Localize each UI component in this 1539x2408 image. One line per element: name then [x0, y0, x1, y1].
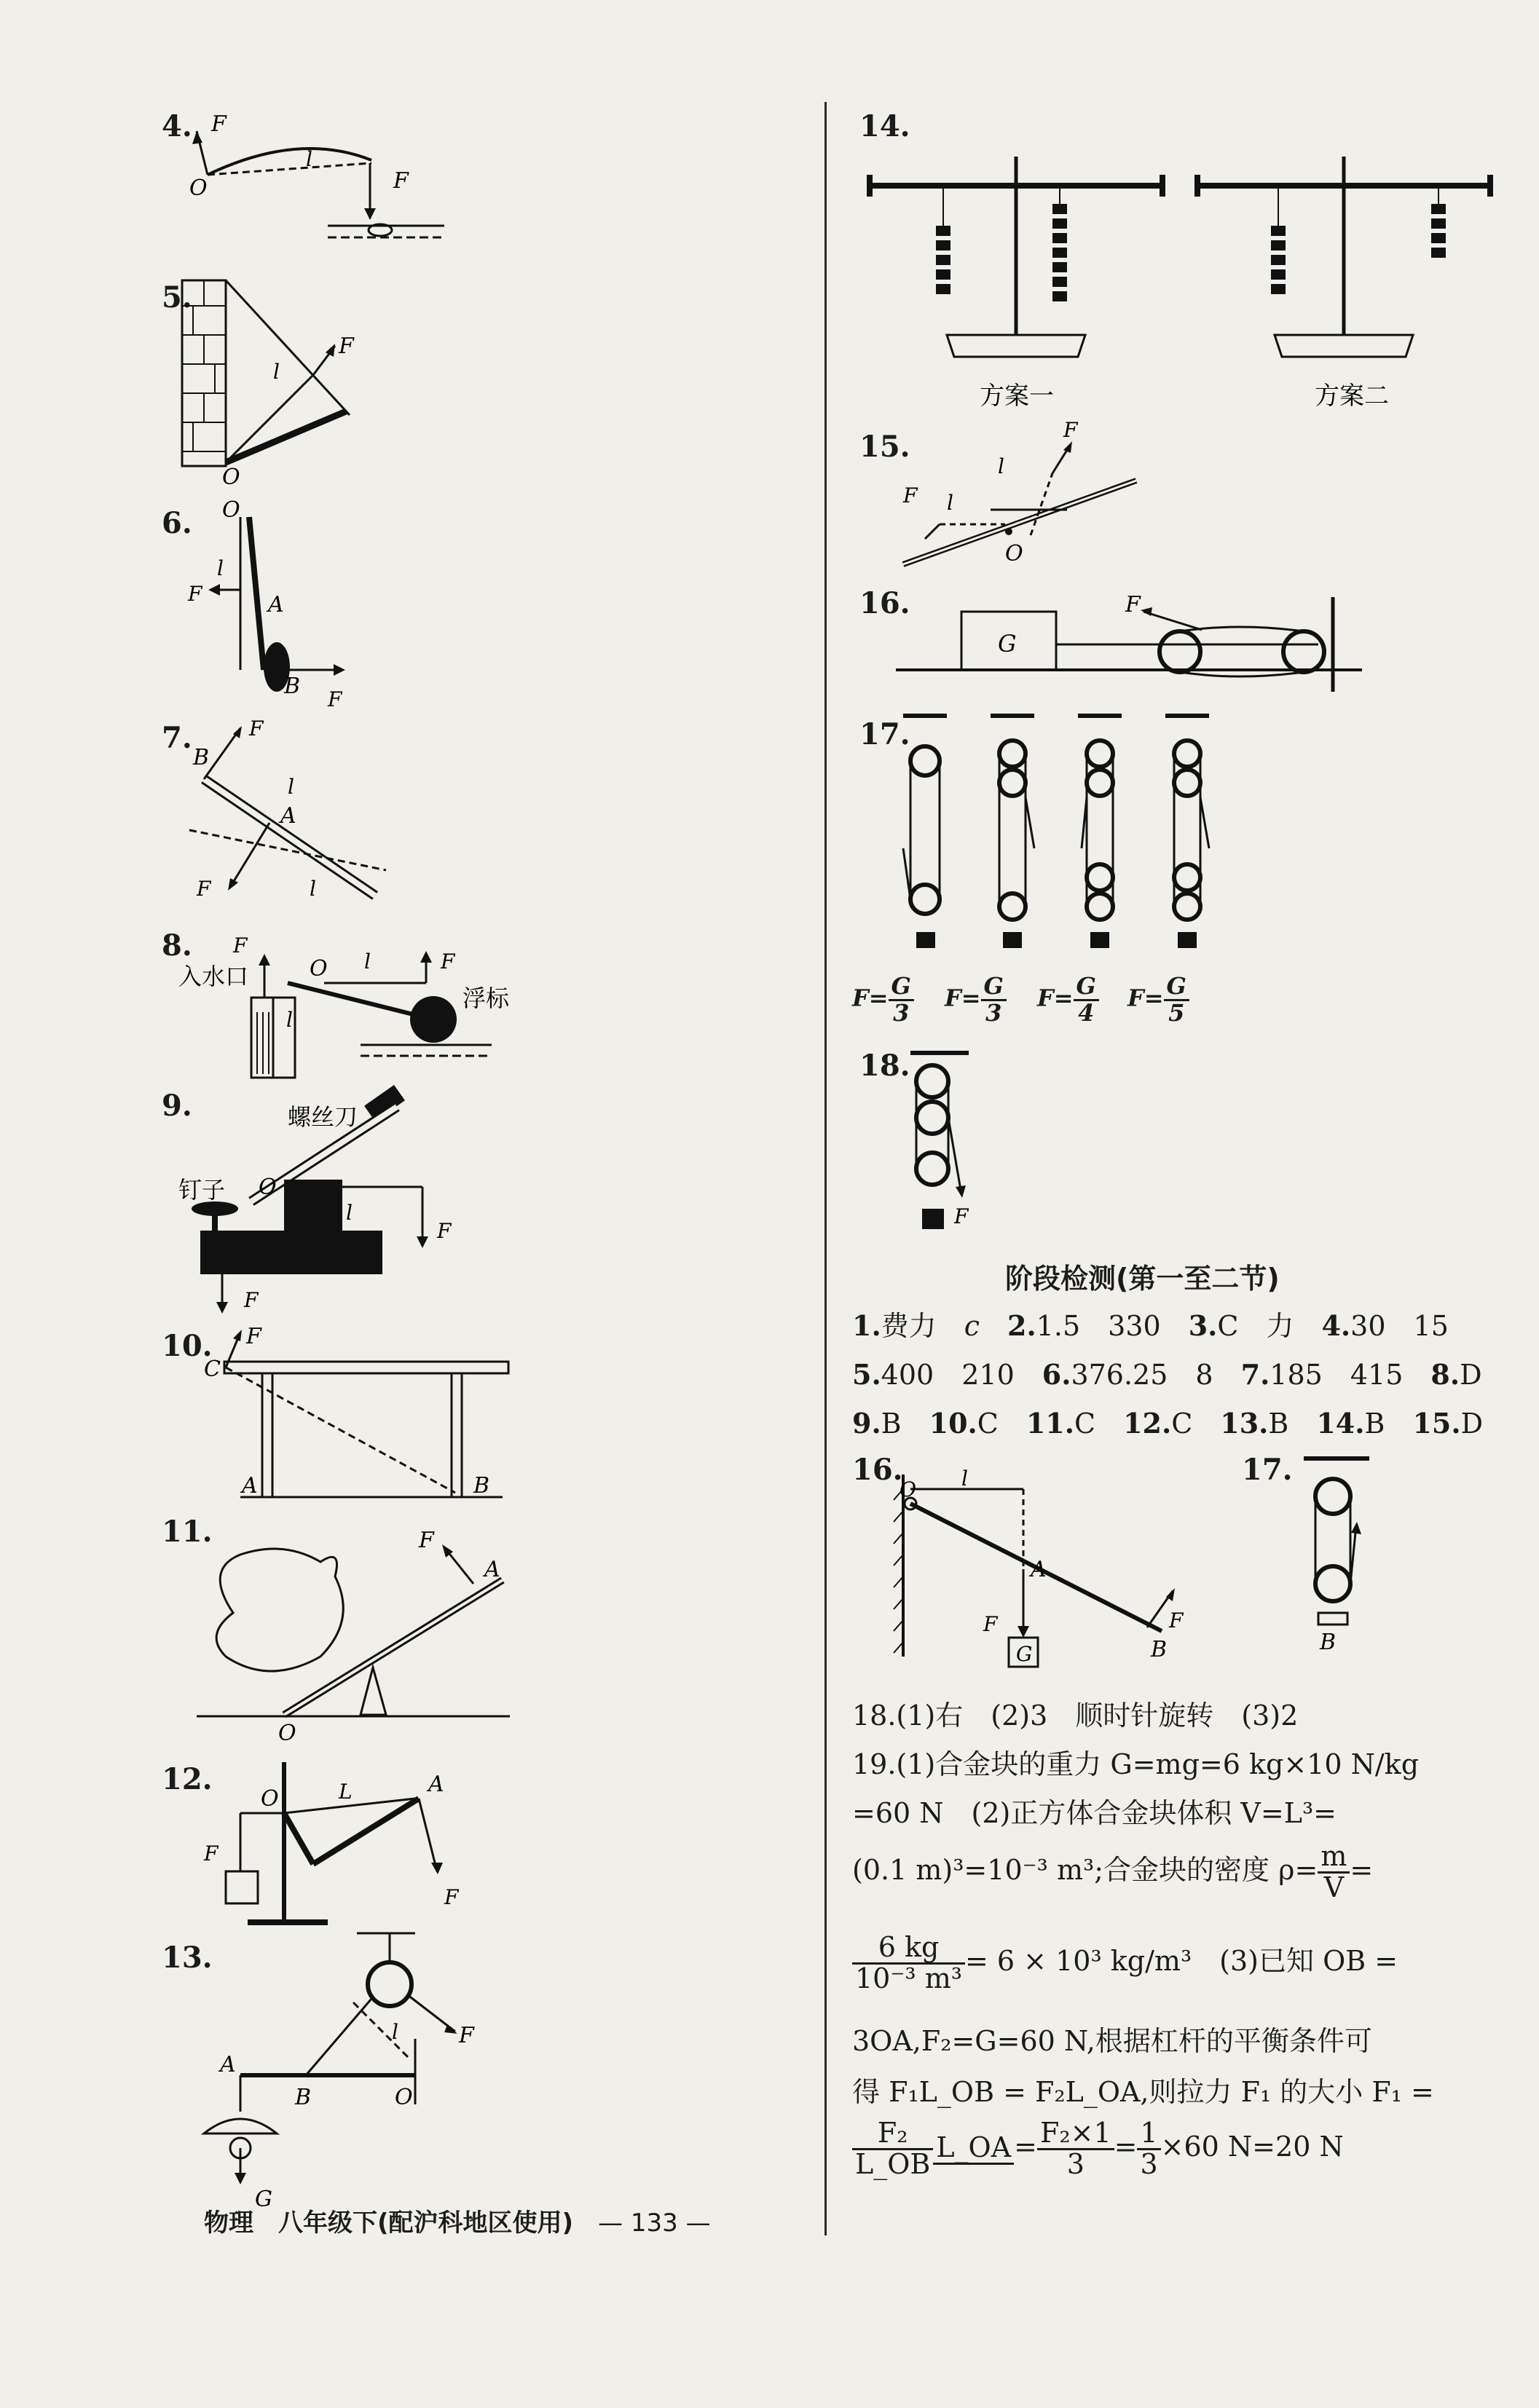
answer-19-line-2: =60 N (2)正方体合金块体积 V=L³=	[852, 1797, 1337, 1829]
svg-text:A: A	[428, 1772, 444, 1797]
plan-2-caption: 方案二	[1315, 382, 1389, 411]
label-f1: F	[211, 111, 227, 137]
svg-text:l: l	[392, 2020, 398, 2044]
svg-text:B: B	[1151, 1637, 1168, 1662]
svg-text:F: F	[233, 933, 248, 958]
svg-text:O: O	[259, 1175, 277, 1200]
plan-1-caption: 方案一	[980, 382, 1054, 411]
page-footer: 物理 八年级下(配沪科地区使用) — 133 —	[204, 2208, 711, 2238]
figure-15-incline-lever	[889, 415, 1158, 583]
svg-text:F: F	[244, 1288, 259, 1312]
answer-19-line-3: (0.1 m)³=10⁻³ m³;合金块的密度 ρ= $\frac{m}{V}$ =	[852, 1840, 1374, 1903]
figure-answer-17-pulley	[1289, 1453, 1406, 1671]
answer-19-line-4: $\frac{6 kg}{\text{10⁻³ m³}}$ = 6 × 10³ kg/m³ (3)已知 OB =	[852, 1933, 1398, 1994]
column-divider	[824, 102, 827, 2235]
answer-18: 18.(1)右 (2)3 顺时针旋转 (3)2	[852, 1700, 1299, 1732]
svg-text:O: O	[278, 1721, 296, 1746]
svg-text:l: l	[998, 454, 1004, 478]
svg-text:O: O	[900, 1477, 916, 1501]
svg-text:浮标: 浮标	[463, 984, 510, 1012]
svg-text:钉子: 钉子	[178, 1176, 226, 1204]
svg-text:F: F	[983, 1612, 998, 1636]
plan-1	[867, 157, 1165, 357]
svg-text:l: l	[947, 491, 953, 515]
svg-text:O: O	[222, 465, 240, 490]
figure-17-pulley-systems	[896, 710, 1245, 972]
svg-text:B: B	[473, 1473, 490, 1499]
label-o: O	[189, 175, 208, 201]
svg-text:l: l	[273, 360, 280, 384]
figure-4-fishing-rod	[182, 102, 473, 269]
svg-text:A: A	[1031, 1557, 1047, 1582]
answer-19-line-6: 得 F₁L_OB = F₂L_OA,则拉力 F₁ 的大小 F₁ =	[852, 2076, 1434, 2108]
figure-answer-16-lever	[892, 1460, 1198, 1686]
figure-9-screwdriver	[178, 1085, 484, 1325]
item-13-number: 13.	[162, 1941, 213, 1975]
svg-text:O: O	[1005, 541, 1023, 567]
svg-text:F: F	[903, 483, 918, 508]
figure-5-ladder-wall	[178, 277, 375, 490]
item-15-number: 15.	[859, 430, 910, 464]
svg-text:F: F	[328, 687, 342, 711]
svg-text:入水口: 入水口	[178, 963, 249, 990]
svg-text:F: F	[197, 877, 211, 901]
svg-text:F: F	[459, 2023, 474, 2048]
figure-7-tongs	[182, 714, 401, 910]
svg-text:F: F	[444, 1885, 459, 1909]
figure-14-lever-plans	[859, 146, 1515, 422]
svg-text:F: F	[441, 950, 455, 974]
svg-text:B: B	[1320, 1630, 1337, 1655]
svg-text:l: l	[346, 1201, 353, 1225]
svg-text:F: F	[204, 1841, 219, 1866]
item-16-number: 16.	[859, 586, 910, 620]
figure-11-lever-rock	[197, 1504, 517, 1746]
answer-16-number: 16.	[852, 1453, 903, 1487]
svg-text:A: A	[484, 1557, 500, 1582]
q17-formula-3: F= $\frac{G}{4}$	[1037, 974, 1099, 1025]
svg-text:A: A	[220, 2052, 236, 2077]
svg-text:F: F	[246, 1324, 261, 1349]
answer-19-line-7: $\frac{\text{F₂}}{L\_OB}$ L_OA = $\frac{\text{F₂×1}}{3}$ = $\frac{1}{3}$ ×60 N=20 N	[852, 2119, 1344, 2179]
figure-8-float-valve	[178, 917, 528, 1085]
svg-text:l: l	[310, 877, 316, 901]
figure-6-broom	[182, 495, 357, 714]
svg-text:A: A	[280, 803, 296, 829]
item-12-number: 12.	[162, 1762, 213, 1796]
svg-text:F: F	[437, 1219, 452, 1243]
figure-12-bent-lever	[197, 1748, 488, 1937]
svg-text:螺丝刀: 螺丝刀	[288, 1103, 358, 1131]
svg-text:l: l	[217, 556, 224, 580]
svg-text:L: L	[339, 1780, 353, 1804]
svg-text:O: O	[261, 1786, 279, 1812]
item-14-number: 14.	[859, 109, 910, 143]
item-9-number: 9.	[162, 1089, 192, 1123]
svg-text:G: G	[998, 630, 1017, 658]
svg-text:F: F	[954, 1204, 969, 1228]
item-6-number: 6.	[162, 506, 192, 540]
item-8-number: 8.	[162, 928, 192, 963]
q17-formula-4: F= $\frac{G}{5}$	[1127, 974, 1189, 1025]
figure-13-lamp-lever	[197, 1930, 488, 2214]
svg-text:A: A	[268, 592, 284, 617]
figure-18-pulley-block	[903, 1049, 991, 1252]
item-4-number: 4.	[162, 109, 192, 143]
svg-text:B: B	[284, 674, 301, 699]
answer-line-2: 5.400 210 6.376.25 8 7.185 415 8.D	[852, 1358, 1482, 1391]
svg-text:F: F	[188, 582, 202, 606]
item-17-number: 17.	[859, 717, 910, 751]
svg-text:A: A	[242, 1473, 258, 1499]
item-18-number: 18.	[859, 1049, 910, 1083]
svg-text:l: l	[286, 1008, 293, 1032]
item-7-number: 7.	[162, 721, 192, 755]
answer-19-line-1: 19.(1)合金块的重力 G=mg=6 kg×10 N/kg	[852, 1748, 1420, 1780]
svg-text:G: G	[1016, 1642, 1033, 1666]
svg-text:F: F	[1063, 418, 1078, 442]
svg-text:F: F	[339, 333, 354, 359]
answer-line-1: 1.费力 c 2.1.5 330 3.C 力 4.30 15	[852, 1309, 1449, 1342]
svg-text:F: F	[1125, 592, 1141, 617]
q17-formula-1: F= $\frac{G}{3}$	[852, 974, 914, 1025]
svg-text:F: F	[1169, 1608, 1184, 1633]
plan-2	[1194, 157, 1493, 357]
svg-text:O: O	[310, 956, 328, 982]
figure-16-pulley-horizontal	[896, 583, 1377, 706]
figure-10-table	[204, 1318, 524, 1507]
svg-text:O: O	[222, 497, 240, 523]
svg-text:l: l	[961, 1466, 968, 1491]
q17-formula-2: F= $\frac{G}{3}$	[945, 974, 1007, 1025]
svg-text:F: F	[249, 717, 264, 741]
svg-text:B: B	[193, 745, 210, 770]
svg-text:l: l	[288, 775, 294, 799]
item-11-number: 11.	[162, 1515, 213, 1549]
label-l2: l	[306, 147, 312, 171]
section-title: 阶段检测(第一至二节)	[1005, 1263, 1280, 1295]
answer-19-line-5: 3OA,F₂=G=60 N,根据杠杆的平衡条件可	[852, 2025, 1372, 2057]
svg-text:O: O	[395, 2085, 413, 2110]
label-f2: F	[393, 168, 409, 194]
svg-text:B: B	[295, 2085, 312, 2110]
svg-text:C: C	[204, 1357, 221, 1382]
svg-text:G: G	[255, 2187, 272, 2212]
svg-text:l: l	[364, 950, 371, 974]
answer-line-3: 9.B 10.C 11.C 12.C 13.B 14.B 15.D	[852, 1407, 1484, 1440]
item-10-number: 10.	[162, 1329, 213, 1363]
svg-text:F: F	[419, 1528, 434, 1553]
answer-17-number: 17.	[1242, 1453, 1293, 1487]
item-5-number: 5.	[162, 280, 192, 315]
